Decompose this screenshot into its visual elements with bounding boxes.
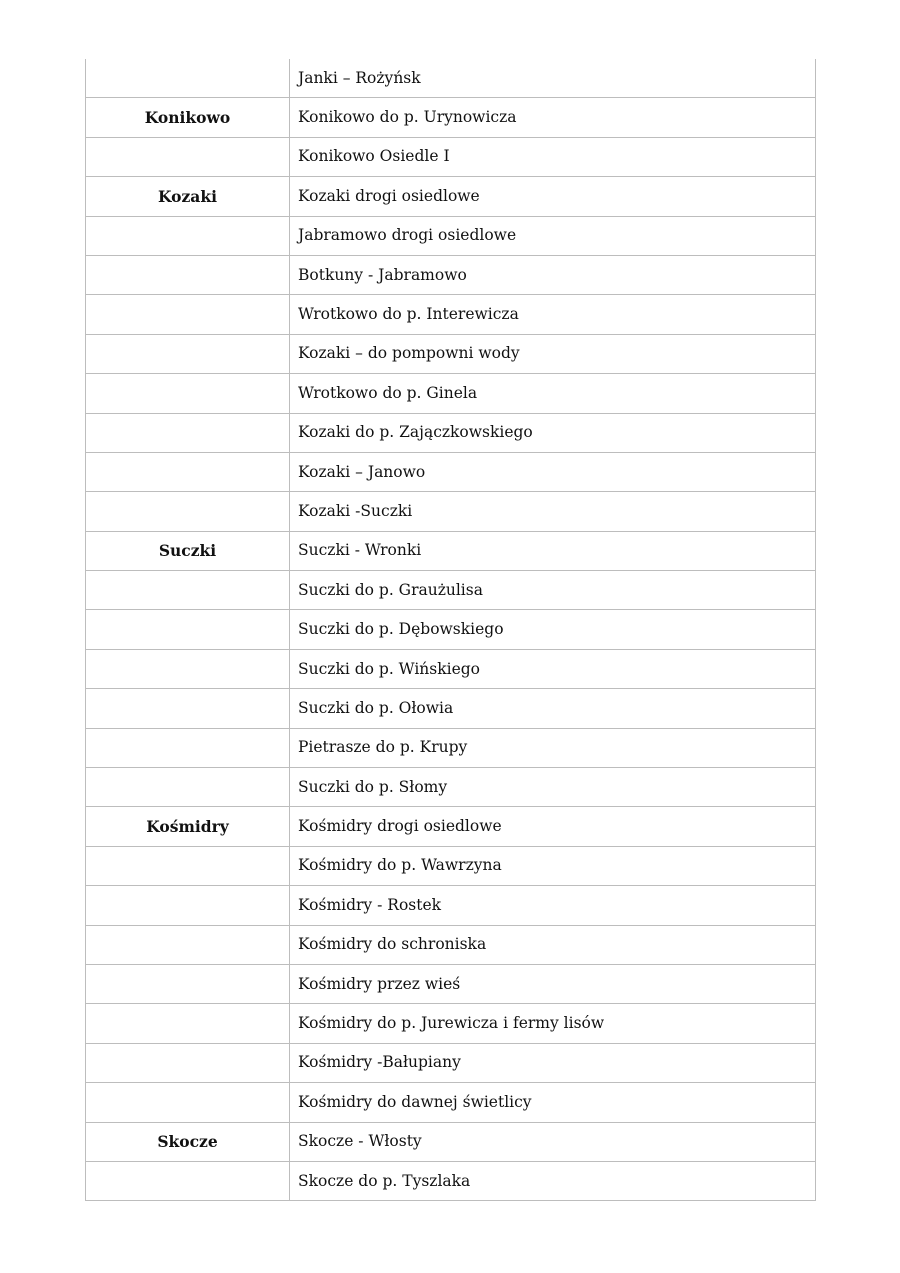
village-cell: Kośmidry [86,807,290,846]
road-cell: Konikowo do p. Urynowicza [290,98,816,137]
village-cell [86,610,290,649]
table-row [86,846,816,885]
village-cell [86,334,290,373]
table-row [86,807,816,846]
table-row [86,177,816,216]
road-cell: Kozaki drogi osiedlowe [290,177,816,216]
road-cell: Kozaki – Janowo [290,452,816,491]
table-row [86,886,816,925]
village-cell [86,374,290,413]
village-cell [86,137,290,176]
road-cell: Kozaki – do pompowni wody [290,334,816,373]
village-cell [86,492,290,531]
roads-table-body [86,59,816,1201]
village-cell [86,886,290,925]
road-cell: Suczki do p. Ołowia [290,689,816,728]
road-cell: Skocze do p. Tyszlaka [290,1161,816,1200]
table-row [86,649,816,688]
road-cell: Kośmidry -Bałupiany [290,1043,816,1082]
road-cell: Konikowo Osiedle I [290,137,816,176]
table-row [86,492,816,531]
table-row [86,728,816,767]
table-row [86,610,816,649]
village-cell: Skocze [86,1122,290,1161]
village-cell [86,255,290,294]
table-row [86,59,816,98]
village-cell [86,689,290,728]
table-row [86,452,816,491]
roads-table [85,59,816,1201]
table-row [86,98,816,137]
village-cell [86,649,290,688]
village-cell [86,1004,290,1043]
road-cell: Kozaki -Suczki [290,492,816,531]
table-row [86,1083,816,1122]
road-cell: Kośmidry - Rostek [290,886,816,925]
road-cell: Wrotkowo do p. Interewicza [290,295,816,334]
village-cell: Suczki [86,531,290,570]
village-cell [86,768,290,807]
road-cell: Kośmidry do p. Jurewicza i fermy lisów [290,1004,816,1043]
road-cell: Kośmidry do dawnej świetlicy [290,1083,816,1122]
village-cell [86,295,290,334]
table-row [86,964,816,1003]
village-cell [86,413,290,452]
road-cell: Wrotkowo do p. Ginela [290,374,816,413]
table-row [86,1161,816,1200]
village-cell: Kozaki [86,177,290,216]
road-cell: Kośmidry drogi osiedlowe [290,807,816,846]
village-cell [86,452,290,491]
village-cell [86,1161,290,1200]
village-cell [86,216,290,255]
table-row [86,216,816,255]
village-cell [86,925,290,964]
road-cell: Kośmidry przez wieś [290,964,816,1003]
village-cell [86,1083,290,1122]
table-row [86,137,816,176]
road-cell: Kośmidry do p. Wawrzyna [290,846,816,885]
table-row [86,531,816,570]
table-row [86,1122,816,1161]
table-row [86,374,816,413]
road-cell: Pietrasze do p. Krupy [290,728,816,767]
road-cell: Suczki - Wronki [290,531,816,570]
road-cell: Kozaki do p. Zajączkowskiego [290,413,816,452]
road-cell: Suczki do p. Dębowskiego [290,610,816,649]
table-row [86,571,816,610]
table-row [86,295,816,334]
village-cell [86,59,290,98]
road-cell: Suczki do p. Wińskiego [290,649,816,688]
road-cell: Kośmidry do schroniska [290,925,816,964]
road-cell: Suczki do p. Słomy [290,768,816,807]
road-cell: Jabramowo drogi osiedlowe [290,216,816,255]
table-row [86,925,816,964]
table-row [86,768,816,807]
table-row [86,334,816,373]
table-row [86,1043,816,1082]
village-cell [86,1043,290,1082]
village-cell [86,964,290,1003]
table-row [86,689,816,728]
table-row [86,255,816,294]
village-cell [86,571,290,610]
road-cell: Botkuny - Jabramowo [290,255,816,294]
table-row [86,1004,816,1043]
road-cell: Suczki do p. Graużulisa [290,571,816,610]
village-cell [86,846,290,885]
road-cell: Janki – Rożyńsk [290,59,816,98]
road-cell: Skocze - Włosty [290,1122,816,1161]
village-cell [86,728,290,767]
village-cell: Konikowo [86,98,290,137]
table-row [86,413,816,452]
